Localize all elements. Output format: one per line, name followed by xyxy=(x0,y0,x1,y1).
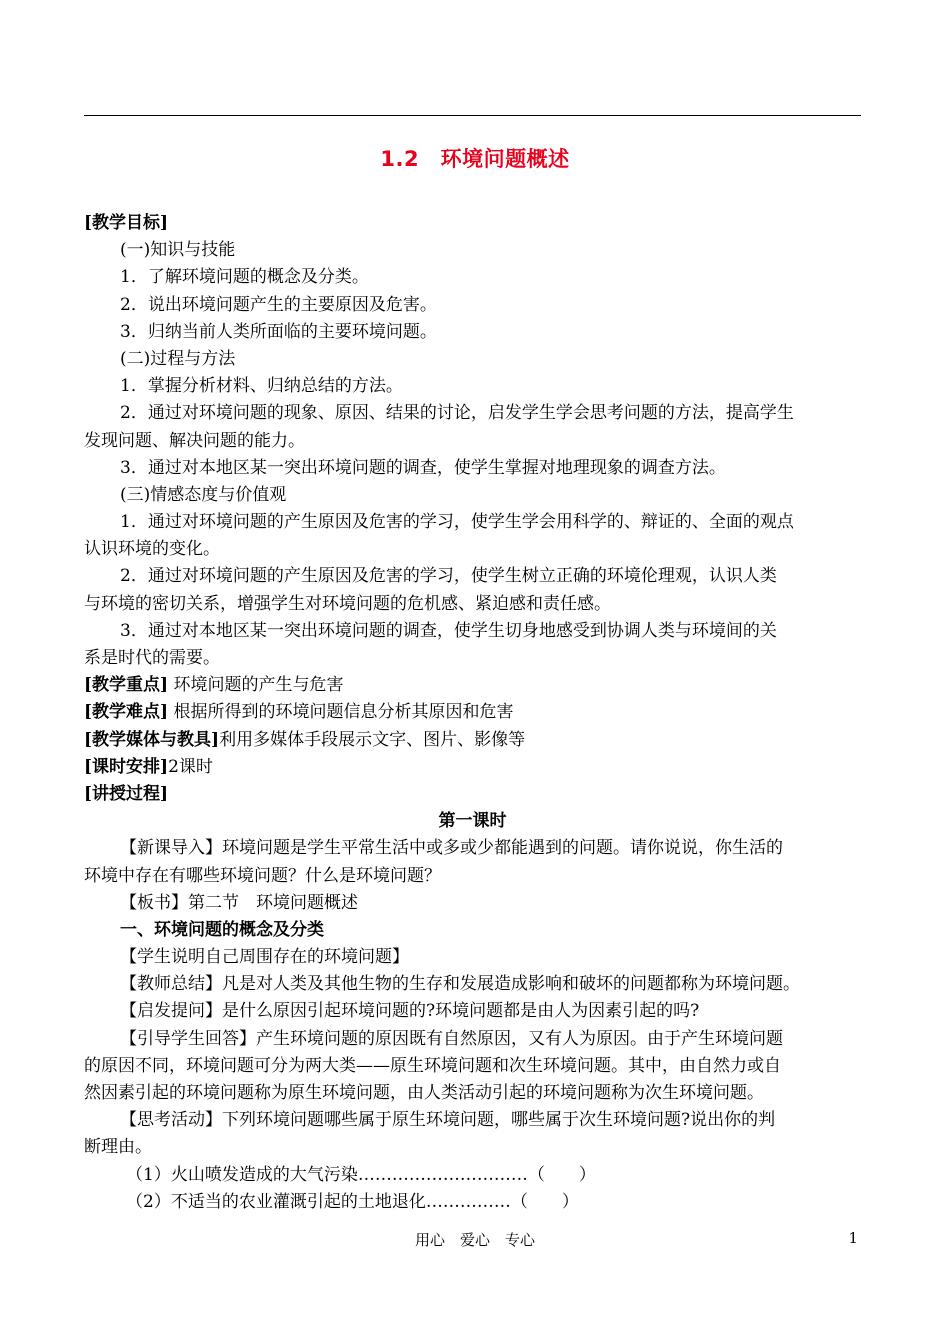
text-line: 2．通过对环境问题的产生原因及危害的学习，使学生树立正确的环境伦理观，认识人类 xyxy=(120,566,777,587)
text-line: 【思考活动】下列环境问题哪些属于原生环境问题，哪些属于次生环境问题?说出你的判 xyxy=(120,1110,776,1131)
text-line: 3．通过对本地区某一突出环境问题的调查，使学生切身地感受到协调人类与环境间的关 xyxy=(120,620,777,641)
text-line: 1．了解环境问题的概念及分类。 xyxy=(120,267,369,288)
key-points-line xyxy=(84,672,861,699)
subheading-knowledge: (一)知识与技能 xyxy=(120,240,236,261)
text-line: 断理由。 xyxy=(84,1137,152,1158)
text-line: 【引导学生回答】产生环境问题的原因既有自然原因，又有人为原因。由于产生环境问题 xyxy=(120,1028,783,1049)
text-line: 1．通过对环境问题的产生原因及危害的学习，使学生学会用科学的、辩证的、全面的观点 xyxy=(120,512,794,533)
text-line: 【启发提问】是什么原因引起环境问题的?环境问题都是由人为因素引起的吗? xyxy=(120,1001,700,1022)
text-line: 系是时代的需要。 xyxy=(84,648,220,668)
page-title: 1.2 环境问题概述 xyxy=(380,147,570,171)
schedule-line xyxy=(84,754,861,781)
key-points-label: [教学重点] xyxy=(84,675,169,696)
document-body xyxy=(84,210,861,1216)
text-line: 发现问题、解决问题的能力。 xyxy=(84,430,305,451)
page-footer xyxy=(0,1229,950,1251)
difficulties-label: [教学难点] xyxy=(84,702,169,723)
key-points-text: 环境问题的产生与危害 xyxy=(168,675,344,696)
schedule-text: 2课时 xyxy=(168,756,213,777)
text-line: 与环境的密切关系，增强学生对环境问题的危机感、紧迫感和责任感。 xyxy=(84,593,611,614)
difficulties-text: 根据所得到的环境问题信息分析其原因和危害 xyxy=(168,702,514,723)
text-line: 环境中存在有哪些环境问题？什么是环境问题？ xyxy=(84,865,441,886)
text-line: 2．说出环境问题产生的主要原因及危害。 xyxy=(120,294,437,315)
difficulties-line xyxy=(84,699,861,726)
media-text: 利用多媒体手段展示文字、图片、影像等 xyxy=(219,729,526,750)
subheading-process: (二)过程与方法 xyxy=(120,348,236,369)
media-line xyxy=(84,727,861,754)
text-line: 【板书】第二节 环境问题概述 xyxy=(120,892,358,913)
text-line: 【教师总结】凡是对人类及其他生物的生存和发展造成影响和破坏的问题都称为环境问题。 xyxy=(120,974,800,995)
subsection-heading: 一、环境问题的概念及分类 xyxy=(120,919,324,940)
exercise-item: （1）火山喷发造成的大气污染…………………………（ ） xyxy=(126,1164,596,1185)
page-number: 1 xyxy=(848,1229,858,1247)
text-line: 3．归纳当前人类所面临的主要环境问题。 xyxy=(120,321,437,342)
media-label: [教学媒体与教具] xyxy=(84,729,220,750)
schedule-label: [课时安排] xyxy=(84,756,169,777)
text-line: 1．掌握分析材料、归纳总结的方法。 xyxy=(120,376,403,397)
section-heading-objectives: [教学目标] xyxy=(84,213,169,233)
text-line: 2．通过对环境问题的现象、原因、结果的讨论，启发学生学会思考问题的方法，提高学生 xyxy=(120,403,794,424)
text-line: 3．通过对本地区某一突出环境问题的调查，使学生掌握对地理现象的调查方法。 xyxy=(120,457,726,478)
text-line: 然因素引起的环境问题称为原生环境问题，由人类活动引起的环境问题称为次生环境问题。 xyxy=(84,1083,764,1103)
exercise-item: （2）不适当的农业灌溉引起的土地退化……………（ ） xyxy=(126,1191,579,1212)
lesson-heading: 第一课时 xyxy=(438,811,507,832)
text-line: 【学生说明自己周围存在的环境问题】 xyxy=(120,947,409,968)
section-heading-process: [讲授过程] xyxy=(84,783,169,804)
header-rule xyxy=(84,115,861,116)
text-line: 【新课导入】环境问题是学生平常生活中或多或少都能遇到的问题。请你说说，你生活的 xyxy=(120,838,783,859)
subheading-attitude: (三)情感态度与价值观 xyxy=(120,484,287,505)
text-line: 认识环境的变化。 xyxy=(84,539,220,560)
footer-motto: 用心 爱心 专心 xyxy=(414,1231,535,1249)
text-line: 的原因不同，环境问题可分为两大类——原生环境问题和次生环境问题。其中，由自然力或自 xyxy=(84,1055,781,1076)
